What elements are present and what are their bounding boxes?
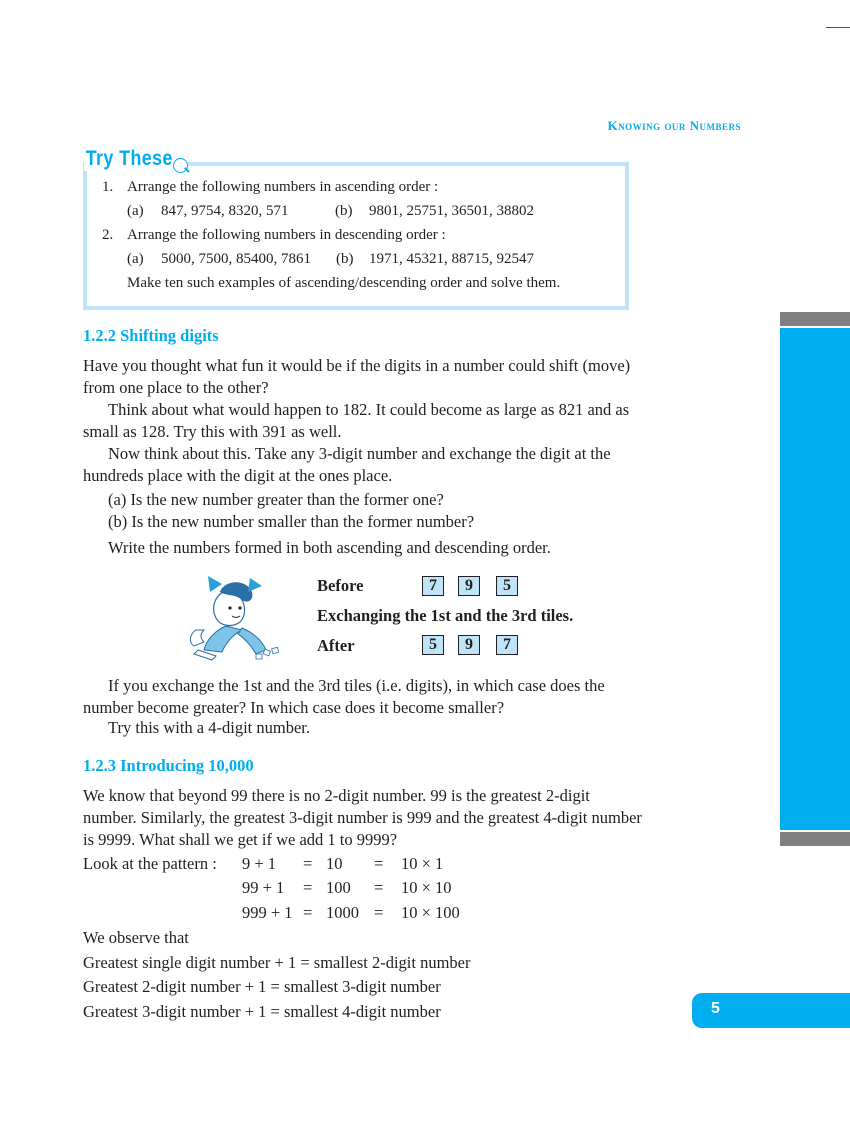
question-line: (a) Is the new number greater than the former one? [108,490,444,509]
digit-tile: 9 [458,576,480,596]
pattern-rhs: 10 × 1 [401,854,444,873]
exchange-label: Exchanging the 1st and the 3rd tiles. [317,606,574,625]
option-label: (a) [127,251,144,267]
digit-tile: 5 [496,576,518,596]
observation-line: Greatest 3-digit number + 1 = smallest 4-digit number [83,1002,441,1021]
try-these-title: Try These [84,147,176,171]
pattern-equals: = [374,903,384,922]
after-label: After [317,636,355,655]
option-label: (b) [335,203,353,219]
pattern-equals: = [374,854,384,873]
pattern-equals: = [374,878,384,897]
observation-line: Greatest 2-digit number + 1 = smallest 3-digit number [83,977,441,996]
pattern-equals: = [303,854,313,873]
question-line: (b) Is the new number smaller than the former number? [108,512,475,531]
pattern-lhs: 9 + 1 [242,854,277,873]
pattern-rhs: 10 × 10 [401,878,452,897]
side-band-top-strip [780,312,850,326]
paragraph: If you exchange the 1st and the 3rd tiles (i.e. digits), in which case does the number become greater? In which case does it become smaller? [83,676,605,717]
before-label: Before [317,576,364,595]
digit-tile: 7 [422,576,444,596]
observation-line: Greatest single digit number + 1 = smallest 2-digit number [83,953,471,972]
question-number: 1. [102,179,114,195]
side-band [780,328,850,830]
question-text: Arrange the following numbers in ascending order : [127,179,439,195]
pattern-lhs: 999 + 1 [242,903,293,922]
option-text: 9801, 25751, 36501, 38802 [369,203,534,219]
pattern-result: 100 [326,878,351,897]
pattern-label: Look at the pattern : [83,854,217,873]
magnifier-icon [173,158,188,173]
question-text: Make ten such examples of ascending/descending order and solve them. [127,275,561,291]
pattern-lhs: 99 + 1 [242,878,285,897]
question-text: Arrange the following numbers in descending order : [127,227,446,243]
paragraph: Have you thought what fun it would be if the digits in a number could shift (move) from one place to the other? [83,356,631,397]
page-number: 5 [711,1000,720,1017]
paragraph: Think about what would happen to 182. It could become as large as 821 and as small as 128. Try this with 391 as well. [83,400,630,441]
side-band-bottom-strip [780,832,850,846]
observation-intro: We observe that [83,928,189,947]
option-label: (b) [336,251,354,267]
corner-crop-mark [826,27,850,28]
pattern-result: 1000 [326,903,359,922]
pattern-equals: = [303,903,313,922]
girl-playing-tiles-illustration [186,570,290,662]
pattern-rhs: 10 × 100 [401,903,460,922]
digit-tile: 5 [422,635,444,655]
option-text: 5000, 7500, 85400, 7861 [161,251,311,267]
option-text: 847, 9754, 8320, 571 [161,203,289,219]
running-head: Knowing our Numbers [607,118,741,133]
digit-tile: 9 [458,635,480,655]
paragraph: Write the numbers formed in both ascending and descending order. [108,538,551,557]
section-heading: 1.2.3 Introducing 10,000 [83,756,254,775]
option-label: (a) [127,203,144,219]
paragraph: Try this with a 4-digit number. [108,718,310,737]
paragraph: We know that beyond 99 there is no 2-digit number. 99 is the greatest 2-digit number. Similarly, the greatest 3-digit number is 999 and the greatest 4-digit number is 9999. What shall we get if we add 1 to 9999? [83,786,642,849]
paragraph: Now think about this. Take any 3-digit number and exchange the digit at the hundreds place with the digit at the ones place. [83,444,611,485]
section-heading: 1.2.2 Shifting digits [83,326,219,345]
pattern-result: 10 [326,854,343,873]
digit-tile: 7 [496,635,518,655]
pattern-equals: = [303,878,313,897]
question-number: 2. [102,227,114,243]
option-text: 1971, 45321, 88715, 92547 [369,251,534,267]
